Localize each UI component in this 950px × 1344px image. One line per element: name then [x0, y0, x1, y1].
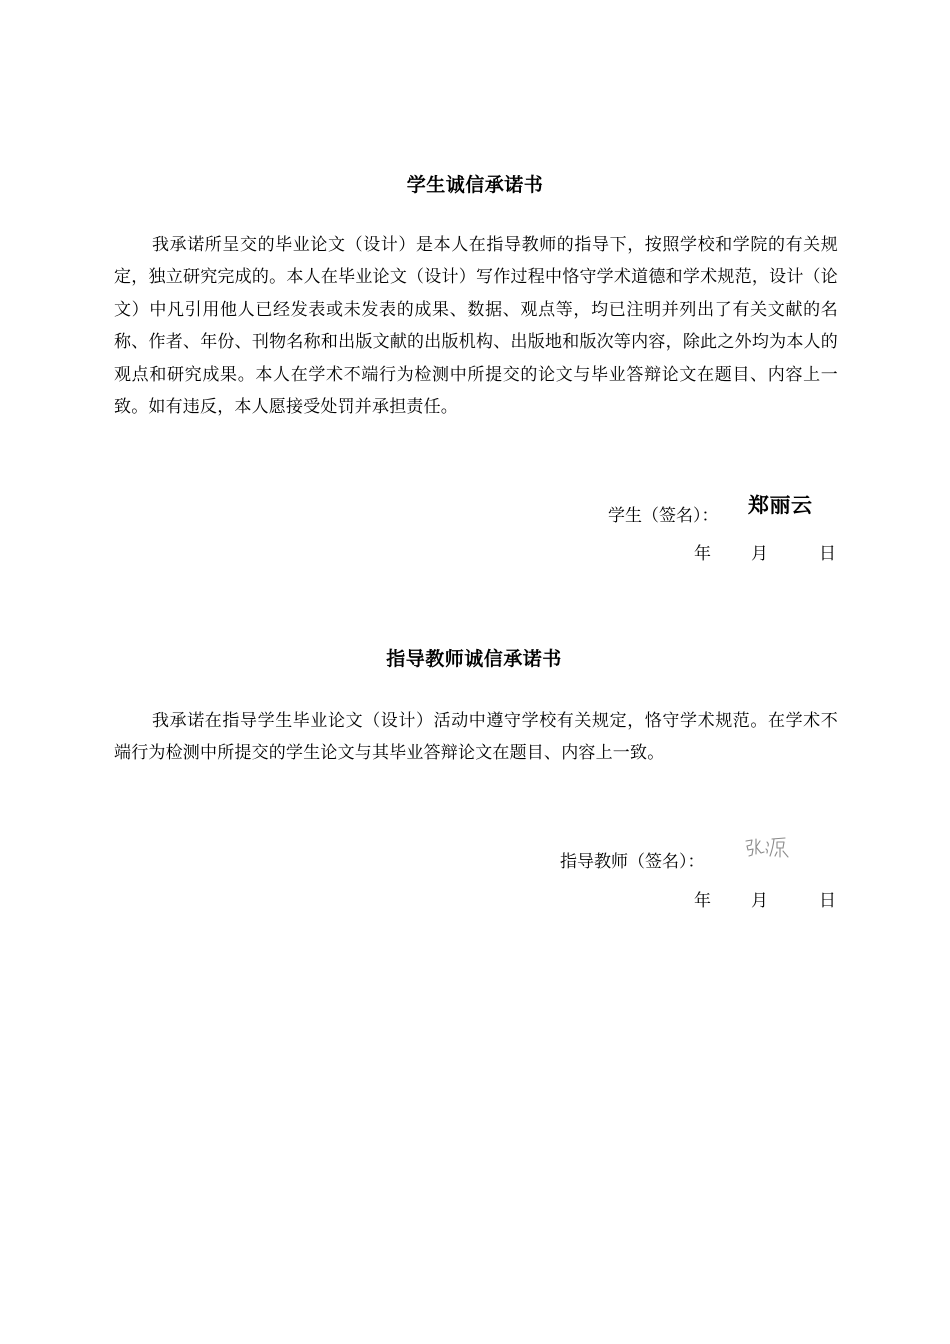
teacher-signature-label: 指导教师（签名）：: [560, 852, 705, 872]
student-pledge-title: 学生诚信承诺书: [406, 174, 544, 196]
teacher-pledge-body: 我承诺在指导学生毕业论文（设计）活动中遵守学校有关规定，恪守学术规范。在学术不端行为检测中所提交的学生论文与其毕业答辩论文在题目、内容上一致。: [114, 711, 838, 764]
teacher-date-day: 日: [819, 891, 836, 911]
student-signature: 郑丽云: [748, 493, 813, 517]
student-pledge-body: 我承诺所呈交的毕业论文（设计）是本人在指导教师的指导下，按照学校和学院的有关规定，独立研究完成的。本人在毕业论文（设计）写作过程中恪守学术道德和学术规范，设计（论文）中凡引用他人已经发表或未发表的成果、数据、观点等，均已注明并列出了有关文献的名称、作者、年份、刊物名称和出版文献的出版机构、出版地和版次等内容，除此之外均为本人的观点和研究成果。本人在学术不端行为检测中所提交的论文与毕业答辩论文在题目、内容上一致。如有违反，本人愿接受处罚并承担责任。: [114, 235, 838, 418]
teacher-date-month: 月: [751, 891, 768, 911]
student-date-month: 月: [751, 544, 768, 564]
teacher-pledge-title: 指导教师诚信承诺书: [386, 648, 562, 670]
student-date-day: 日: [819, 544, 836, 564]
student-signature-label: 学生（签名）：: [608, 506, 719, 526]
teacher-date-year: 年: [694, 891, 711, 911]
student-date-year: 年: [694, 544, 711, 564]
teacher-handwritten-signature: [744, 835, 792, 861]
handwritten-signature-image: [744, 835, 792, 861]
